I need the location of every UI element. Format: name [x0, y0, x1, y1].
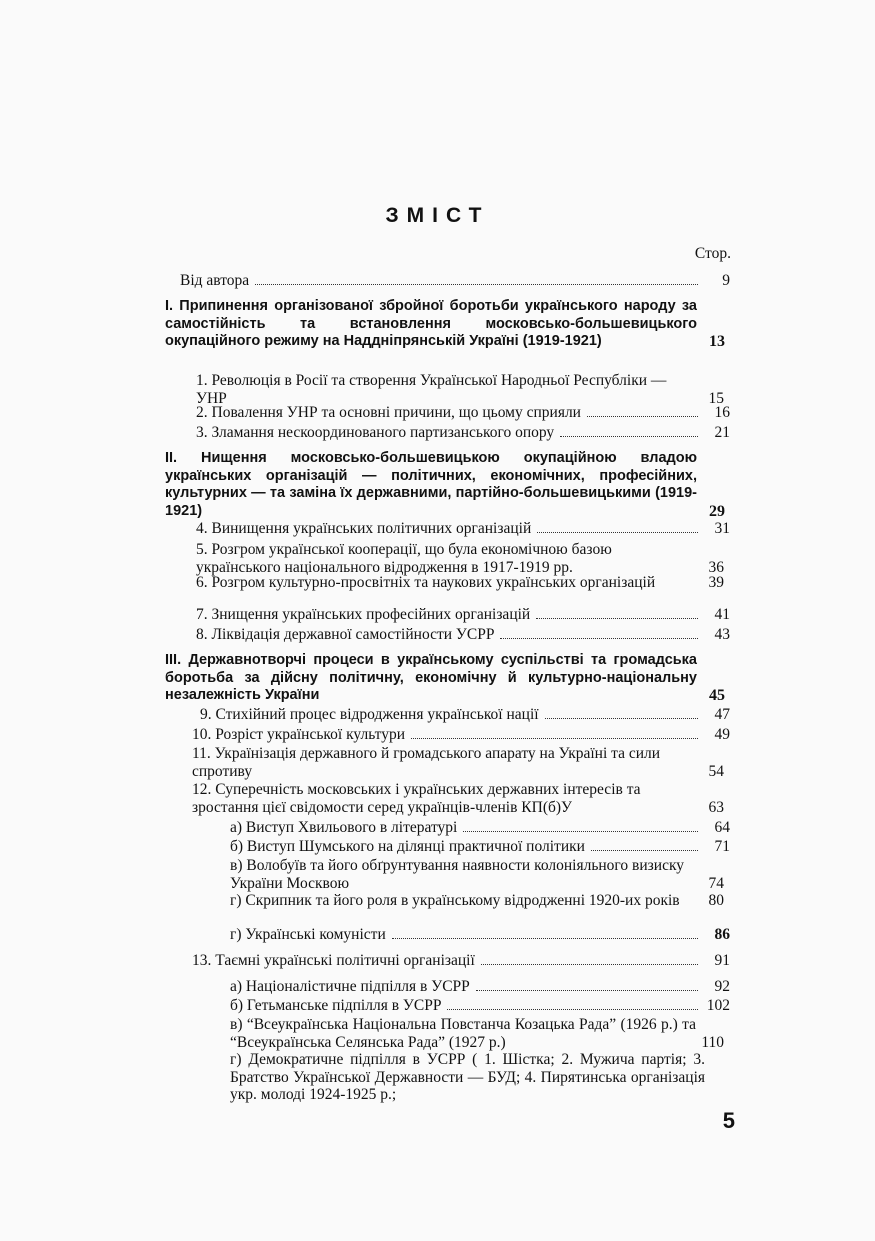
toc-subentry[interactable]: [230, 857, 730, 892]
toc-entry[interactable]: [196, 574, 730, 592]
toc-subentry-page: 71: [714, 838, 730, 855]
toc-entry-page: 16: [714, 404, 730, 421]
toc-leader: [392, 938, 698, 939]
toc-entry[interactable]: [180, 272, 730, 290]
toc-entry[interactable]: [196, 424, 730, 442]
toc-subentry[interactable]: [230, 892, 730, 910]
toc-subentry-page: 92: [714, 978, 730, 995]
toc-subentry-text: г) Скрипник та його роля в українському відродженні 1920-их років: [230, 892, 680, 909]
toc-section-text: III. Державнотворчі процеси в українському суспільстві та громадська боротьба за дійсну політичну, економічну й культурно-національну незалежність України: [165, 652, 697, 703]
toc-entry-text: 2. Повалення УНР та основні причини, що цьому сприяли: [196, 404, 581, 421]
toc-subentry-text: б) Виступ Шумського на ділянці практичної політики: [230, 838, 585, 855]
toc-subentry[interactable]: [230, 1016, 730, 1051]
toc-entry[interactable]: [200, 706, 730, 724]
toc-section[interactable]: [165, 450, 730, 520]
toc-leader: [447, 1009, 698, 1010]
toc-entry-page: 21: [714, 424, 730, 441]
toc-subentry-text: а) Виступ Хвильового в літературі: [230, 819, 458, 836]
toc-entry-text: 1. Революція в Росії та створення Української Народньої Республіки — УНР: [196, 372, 667, 407]
toc-leader: [591, 850, 698, 851]
page-title: ЗМІСТ: [385, 204, 490, 227]
toc-entry-text: Від автора: [180, 272, 250, 289]
toc-entry-page: 31: [714, 520, 730, 537]
toc-subentry-text: б) Гетьманське підпілля в УСРР: [230, 997, 442, 1014]
toc-section-page: 45: [709, 687, 725, 704]
toc-entry-text: 12. Суперечність московських і українських державних інтересів та зростання цієї свідомости серед українців-членів КП(б)У: [192, 781, 641, 816]
toc-entry-text: 4. Винищення українських політичних організацій: [196, 520, 532, 537]
toc-entry[interactable]: [192, 952, 730, 970]
toc-section-text: II. Нищення московсько-большевицькою окупаційною владою українських організацій — політичних, економічних, професійних, культурних — та заміна їх державними, партійно-большевицькими (1919-1921): [165, 450, 697, 519]
toc-leader: [537, 532, 698, 533]
toc-leader: [476, 990, 698, 991]
toc-subentry-text: а) Націоналістичне підпілля в УСРР: [230, 978, 470, 995]
toc-entry-page: 47: [714, 706, 730, 723]
toc-subentry[interactable]: [230, 819, 730, 837]
toc-entry[interactable]: [196, 372, 730, 407]
page-column-label: Стор.: [694, 245, 731, 262]
toc-leader: [481, 964, 698, 965]
toc-leader: [560, 436, 698, 437]
toc-entry-text: 7. Знищення українських професійних організацій: [196, 606, 531, 623]
toc-entry[interactable]: [196, 541, 730, 576]
toc-entry[interactable]: [192, 726, 730, 744]
toc-subentry[interactable]: [230, 997, 730, 1015]
toc-leader: [500, 638, 698, 639]
toc-entry-page: 15: [708, 389, 724, 407]
toc-section-text: І. Припинення організованої збройної боротьби українського народу за самостійність та встановлення московсько-большевицького окупаційного режиму на Наддніпрянській Україні (1919-1921): [165, 298, 697, 349]
toc-subentry-page: 80: [708, 892, 724, 909]
toc-entry-page: 49: [714, 726, 730, 743]
toc-entry-text: 5. Розгром української кооперації, що була економічною базою українського національного відродження в 1917-1919 рр.: [196, 541, 612, 576]
toc-entry[interactable]: [192, 745, 730, 780]
toc-subentry[interactable]: [230, 838, 730, 856]
toc-section[interactable]: [165, 652, 730, 705]
toc-section-page: 29: [709, 502, 725, 520]
toc-leader: [587, 416, 698, 417]
toc-entry-page: 9: [722, 272, 730, 289]
toc-subentry-text: в) Волобуїв та його обґрунтування наявности колоніяльного визиску України Москвою: [230, 857, 685, 892]
toc-subentry-text: г) Українські комуністи: [230, 926, 386, 943]
toc-entry-page: 41: [714, 606, 730, 623]
toc-leader: [463, 831, 698, 832]
toc-subentry[interactable]: [230, 1051, 705, 1104]
toc-entry-text: 11. Українізація державного й громадського апарату на Україні та сили спротиву: [192, 745, 661, 780]
toc-leader: [255, 284, 698, 285]
toc-entry-page: 63: [708, 798, 724, 816]
toc-entry-text: 10. Розріст української культури: [192, 726, 406, 743]
toc-subentry-page: 74: [708, 874, 724, 892]
toc-entry[interactable]: [196, 606, 730, 624]
page-number: 5: [722, 1108, 735, 1133]
toc-entry-text: 9. Стихійний процес відродження української нації: [200, 706, 539, 723]
toc-entry-text: 13. Таємні українські політичні організації: [192, 952, 475, 969]
toc-leader: [411, 738, 698, 739]
toc-entry-page: 54: [708, 762, 724, 780]
toc-leader: [536, 618, 698, 619]
toc-entry-page: 91: [714, 952, 730, 969]
toc-section[interactable]: [165, 298, 730, 351]
toc-subentry-page: 86: [714, 926, 730, 943]
toc-entry-page: 43: [714, 626, 730, 643]
toc-subentry[interactable]: [230, 978, 730, 996]
toc-entry-text: 8. Ліквідація державної самостійности УСРР: [196, 626, 495, 643]
toc-entry-page: 36: [708, 558, 724, 576]
toc-entry-page: 39: [708, 574, 724, 591]
toc-leader: [545, 718, 698, 719]
toc-entry-text: 6. Розгром культурно-просвітніх та наукових українських організацій: [196, 574, 656, 591]
toc-entry[interactable]: [196, 520, 730, 538]
toc-subentry-page: 102: [706, 997, 730, 1014]
toc-entry[interactable]: [196, 404, 730, 422]
toc-section-page: 13: [709, 333, 725, 350]
toc-subentry-page: 110: [701, 1033, 724, 1051]
toc-subentry-text: в) “Всеукраїнська Національна Повстанча Козацька Рада” (1926 р.) та “Всеукраїнська Селянська Рада” (1927 р.): [230, 1016, 696, 1051]
toc-subentry-page: 64: [714, 819, 730, 836]
toc-entry-text: 3. Зламання нескоординованого партизанського опору: [196, 424, 555, 441]
toc-subentry-text: г) Демократичне підпілля в УСРР ( 1. Шістка; 2. Мужича партія; 3. Братство Української Державности — БУД; 4. Пирятинська організація укр. молоді 1924-1925 р.;: [230, 1051, 705, 1103]
toc-entry[interactable]: [192, 781, 730, 816]
toc-subentry[interactable]: [230, 926, 730, 944]
toc-entry[interactable]: [196, 626, 730, 644]
